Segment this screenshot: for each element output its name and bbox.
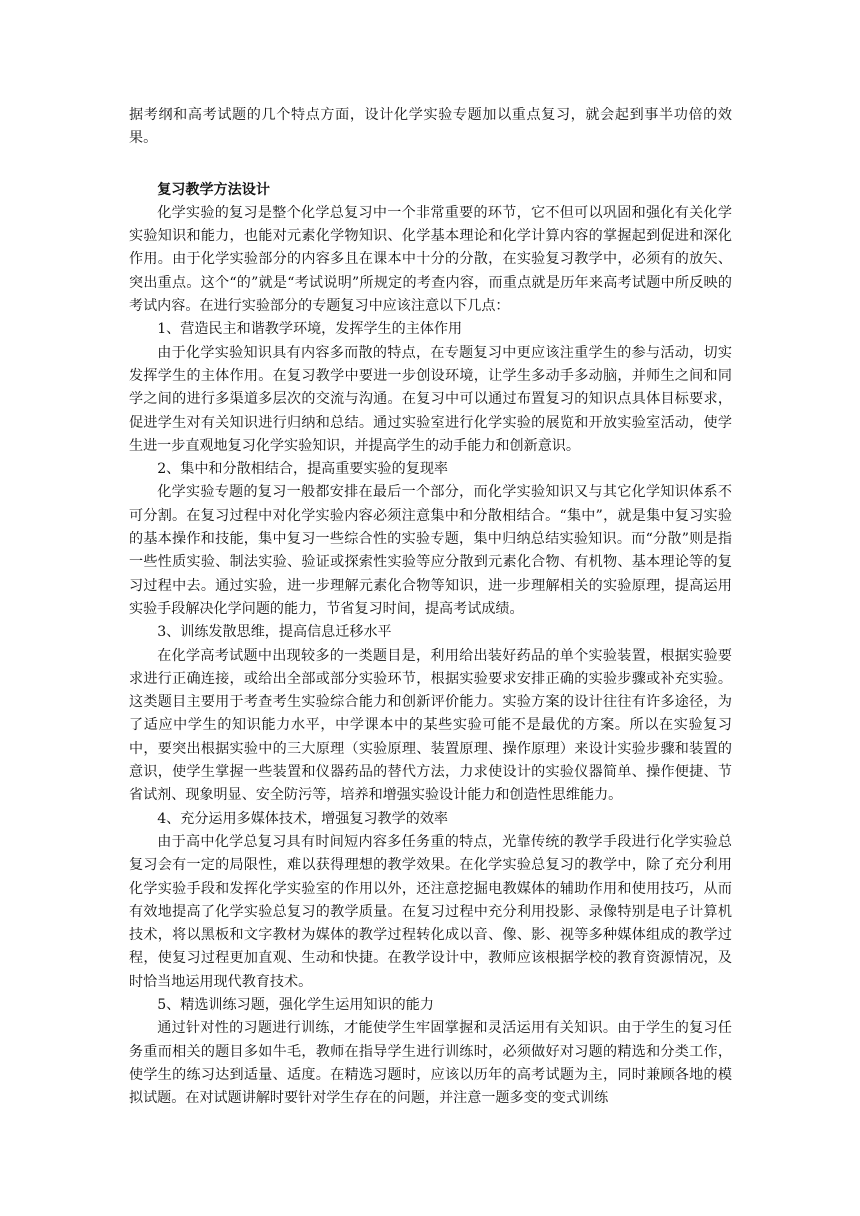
body-paragraph: 通过针对性的习题进行训练，才能使学生牢固掌握和灵活运用有关知识。由于学生的复习任务重而相关的题目多如牛毛，教师在指导学生进行训练时，必须做好对习题的精选和分类工作，使学生的练习达到适量、适度。在精选习题时，应该以历年的高考试题为主，同时兼顾各地的模拟试题。在对试题讲解时要针对学生存在的问题，并注意一题多变的变式训练	[129, 1020, 732, 1107]
section-title: 复习教学方法设计	[157, 181, 270, 198]
subheading-4: 4、充分运用多媒体技术，增强复习教学的效率	[157, 810, 449, 827]
body-paragraph: 在化学高考试题中出现较多的一类题目是，利用给出装好药品的单个实验装置，根据实验要求进行正确连接，或给出全部或部分实验环节，根据实验要求安排正确的实验步骤或补充实验。这类题目主要用于考查考生实验综合能力和创新评价能力。实验方案的设计往往有许多途径，为了适应中学生的知识能力水平，中学课本中的某些实验可能不是最优的方案。所以在实验复习中，要突出根据实验中的三大原理（实验原理、装置原理、操作原理）来设计实验步骤和装置的意识，使学生掌握一些装置和仪器药品的替代方法，力求使设计的实验仪器简单、操作便捷、节省试剂、现象明显、安全防污等，培养和增强实验设计能力和创造性思维能力。	[129, 647, 732, 804]
subheading-5: 5、精选训练习题，强化学生运用知识的能力	[157, 996, 434, 1013]
body-paragraph: 化学实验的复习是整个化学总复习中一个非常重要的环节，它不但可以巩固和强化有关化学实验知识和能力，也能对元素化学物知识、化学基本理论和化学计算内容的掌握起到促进和深化作用。由于化学实验部分的内容多且在课本中十分的分散，在实验复习教学中，必须有的放矢、突出重点。这个“的”就是“考试说明”所规定的考查内容，而重点就是历年来高考试题中所反映的考试内容。在进行实验部分的专题复习中应该注意以下几点：	[129, 204, 732, 315]
intro-paragraph: 据考纲和高考试题的几个特点方面，设计化学实验专题加以重点复习，就会起到事半功倍的效果。	[129, 107, 732, 147]
document-page	[129, 104, 732, 1110]
subheading-3: 3、训练发散思维，提高信息迁移水平	[157, 624, 392, 641]
subheading-2: 2、集中和分散相结合，提高重要实验的复现率	[157, 461, 449, 478]
subheading-1: 1、营造民主和谐教学环境，发挥学生的主体作用	[157, 321, 463, 338]
spacer	[129, 151, 732, 179]
body-paragraph: 由于高中化学总复习具有时间短内容多任务重的特点，光靠传统的教学手段进行化学实验总复习会有一定的局限性，难以获得理想的教学效果。在化学实验总复习的教学中，除了充分利用化学实验手段和发挥化学实验室的作用以外，还注意挖掘电教媒体的辅助作用和使用技巧，从而有效地提高了化学实验总复习的教学质量。在复习过程中充分利用投影、录像特别是电子计算机技术，将以黑板和文字教材为媒体的教学过程转化成以音、像、影、视等多种媒体组成的教学过程，使复习过程更加直观、生动和快捷。在教学设计中，教师应该根据学校的教育资源情况，及时恰当地运用现代教育技术。	[129, 833, 732, 990]
body-paragraph: 化学实验专题的复习一般都安排在最后一个部分，而化学实验知识又与其它化学知识体系不可分割。在复习过程中对化学实验内容必须注意集中和分散相结合。“集中”，就是集中复习实验的基本操作和技能，集中复习一些综合性的实验专题，集中归纳总结实验知识。而“分散”则是指一些性质实验、制法实验、验证或探索性实验等应分散到元素化合物、有机物、基本理论等的复习过程中去。通过实验，进一步理解元素化合物等知识，进一步理解相关的实验原理，提高运用实验手段解决化学问题的能力，节省复习时间，提高考试成绩。	[129, 484, 732, 617]
body-paragraph: 由于化学实验知识具有内容多而散的特点，在专题复习中更应该注重学生的参与活动，切实发挥学生的主体作用。在复习教学中要进一步创设环境，让学生多动手多动脑，并师生之间和同学之间的进行多渠道多层次的交流与沟通。在复习中可以通过布置复习的知识点具体目标要求，促进学生对有关知识进行归纳和总结。通过实验室进行化学实验的展览和开放实验室活动，使学生进一步直观地复习化学实验知识，并提高学生的动手能力和创新意识。	[129, 344, 732, 454]
